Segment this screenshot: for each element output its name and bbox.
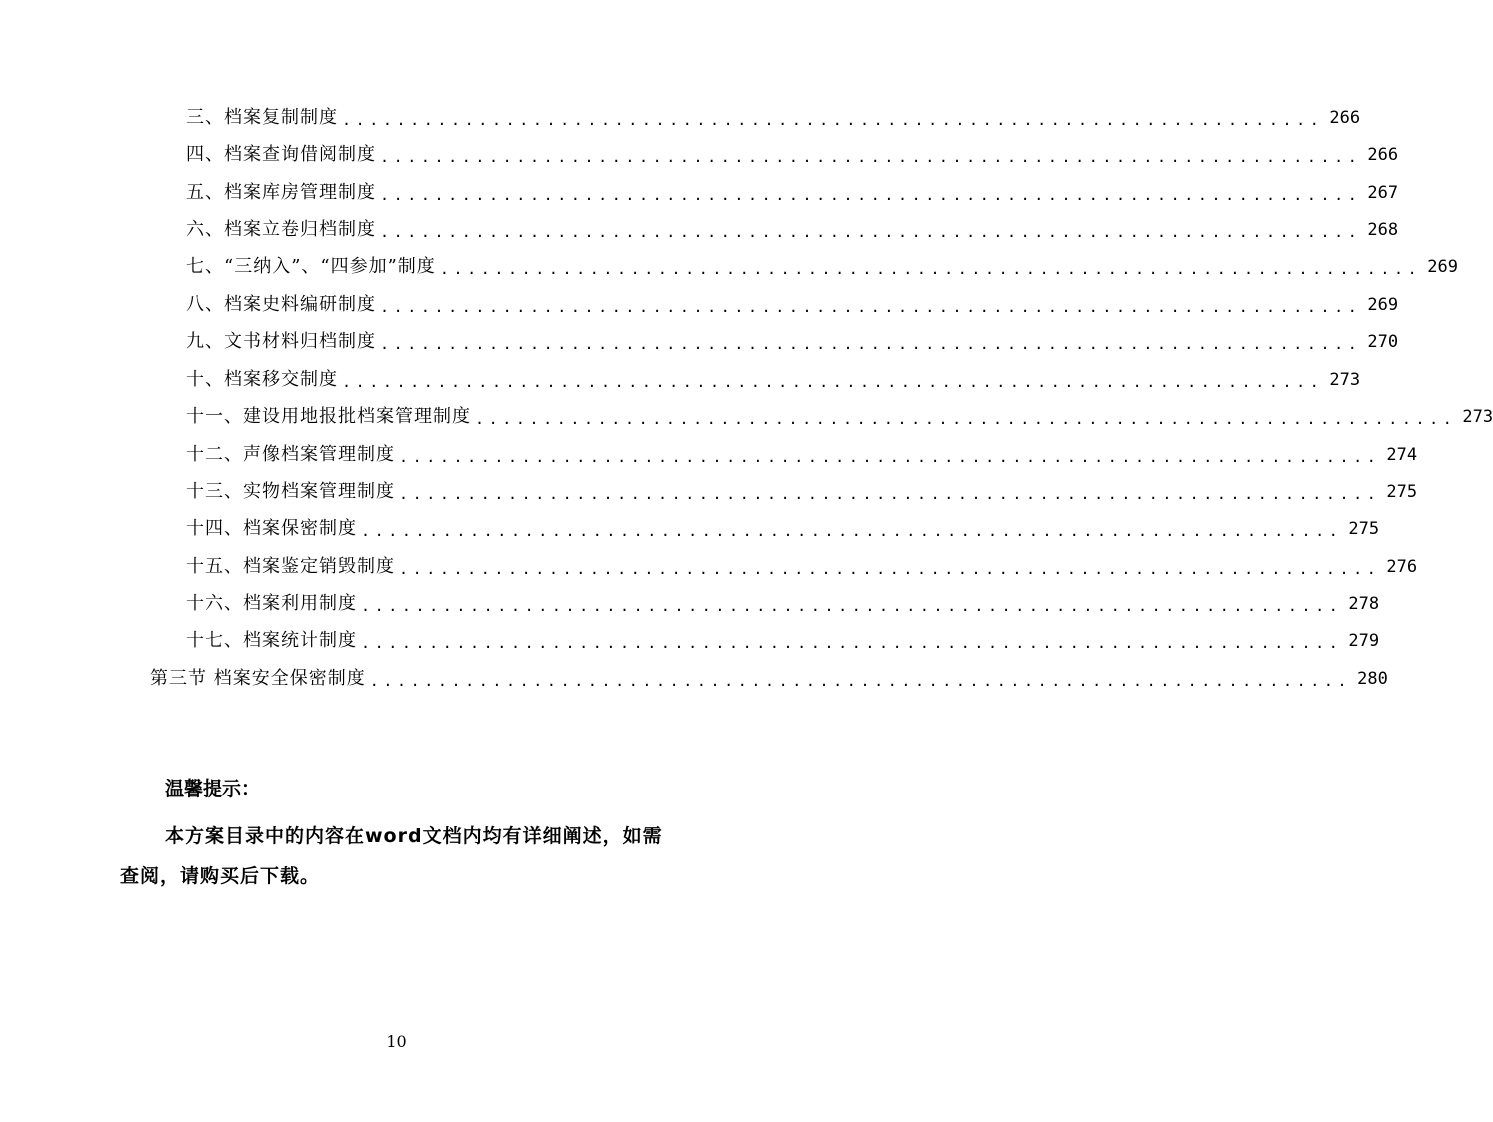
toc-entry[interactable] bbox=[186, 515, 1380, 543]
toc-entry[interactable] bbox=[186, 553, 1418, 581]
toc-leader: ........................................................................ bbox=[399, 485, 1381, 503]
toc-entry[interactable] bbox=[186, 478, 1418, 506]
toc-entry-label: 七、“三纳入”、“四参加”制度 bbox=[186, 256, 436, 277]
toc-entry-label: 十三、实物档案管理制度 bbox=[186, 481, 395, 502]
toc-entry[interactable] bbox=[186, 403, 1493, 431]
toc-leader: ........................................................................ bbox=[475, 410, 1457, 428]
toc-entry-page: 269 bbox=[1367, 295, 1399, 315]
toc-leader: ........................................................................ bbox=[399, 560, 1381, 578]
toc-entry-label: 九、文书材料归档制度 bbox=[186, 331, 376, 352]
toc-leader: ........................................................................ bbox=[399, 448, 1381, 466]
toc-leader: ........................................................................ bbox=[380, 186, 1362, 204]
toc-leader: ........................................................................ bbox=[380, 335, 1362, 353]
toc-entry-label: 十一、建设用地报批档案管理制度 bbox=[186, 406, 471, 427]
toc-entry-page: 274 bbox=[1386, 445, 1418, 465]
toc-entry[interactable] bbox=[186, 291, 1399, 319]
toc-entry-page: 276 bbox=[1386, 557, 1418, 577]
toc-entry-page: 267 bbox=[1367, 183, 1399, 203]
toc-entry-label: 十、档案移交制度 bbox=[186, 369, 338, 390]
toc-entry-label: 十七、档案统计制度 bbox=[186, 630, 357, 651]
toc-entry-page: 273 bbox=[1329, 370, 1361, 390]
toc-leader: ........................................................................ bbox=[342, 373, 1324, 391]
toc-entry-label: 第三节 档案安全保密制度 bbox=[150, 668, 366, 689]
toc-entry[interactable] bbox=[186, 179, 1399, 207]
toc-entry-page: 268 bbox=[1367, 220, 1399, 240]
toc-entry-label: 十四、档案保密制度 bbox=[186, 518, 357, 539]
toc-leader: ........................................................................ bbox=[361, 634, 1343, 652]
toc-entry-page: 266 bbox=[1367, 145, 1399, 165]
toc-entry-label: 十二、声像档案管理制度 bbox=[186, 444, 395, 465]
toc-leader: ........................................................................ bbox=[369, 672, 1352, 690]
toc-entry[interactable] bbox=[186, 141, 1399, 169]
toc-entry-label: 八、档案史料编研制度 bbox=[186, 294, 376, 315]
toc-entry-label: 四、档案查询借阅制度 bbox=[186, 144, 376, 165]
toc-entry-page: 273 bbox=[1462, 407, 1493, 427]
toc-entry[interactable] bbox=[186, 627, 1380, 655]
toc-entry-page: 275 bbox=[1386, 482, 1418, 502]
toc-leader: ........................................................................ bbox=[361, 522, 1343, 540]
notice-title: 温馨提示： bbox=[165, 778, 261, 800]
toc-entry-page: 278 bbox=[1348, 594, 1380, 614]
toc-entry-label: 三、档案复制制度 bbox=[186, 107, 338, 128]
toc-entry-label: 十六、档案利用制度 bbox=[186, 593, 357, 614]
toc-entry-page: 269 bbox=[1427, 257, 1458, 277]
toc-entry-label: 五、档案库房管理制度 bbox=[186, 182, 376, 203]
toc-entry[interactable] bbox=[186, 590, 1380, 618]
toc-entry[interactable] bbox=[186, 253, 1458, 281]
toc-entry-label: 十五、档案鉴定销毁制度 bbox=[186, 556, 395, 577]
toc-entry[interactable] bbox=[186, 441, 1418, 469]
toc-leader: ........................................................................ bbox=[342, 111, 1324, 129]
toc-entry-page: 280 bbox=[1357, 669, 1388, 689]
toc-entry-page: 279 bbox=[1348, 631, 1380, 651]
toc-entry[interactable] bbox=[186, 104, 1361, 132]
toc-entry-page: 266 bbox=[1329, 108, 1361, 128]
toc-entry-page: 275 bbox=[1348, 519, 1380, 539]
toc-leader: ........................................................................ bbox=[380, 298, 1362, 316]
toc-entry[interactable] bbox=[186, 366, 1361, 394]
toc-entry[interactable] bbox=[186, 328, 1399, 356]
toc-entry[interactable] bbox=[186, 216, 1399, 244]
toc-leader: ........................................................................ bbox=[361, 597, 1343, 615]
toc-entry-label: 六、档案立卷归档制度 bbox=[186, 219, 376, 240]
toc-leader: ........................................................................ bbox=[380, 223, 1362, 241]
toc-leader: ........................................................................ bbox=[380, 148, 1362, 166]
toc-entry-page: 270 bbox=[1367, 332, 1399, 352]
toc-leader: ........................................................................ bbox=[439, 260, 1422, 278]
toc-entry-section[interactable] bbox=[150, 665, 1388, 693]
page-number: 10 bbox=[386, 1032, 407, 1051]
notice-body: 本方案目录中的内容在word文档内均有详细阐述，如需查阅，请购买后下载。 bbox=[120, 825, 663, 887]
